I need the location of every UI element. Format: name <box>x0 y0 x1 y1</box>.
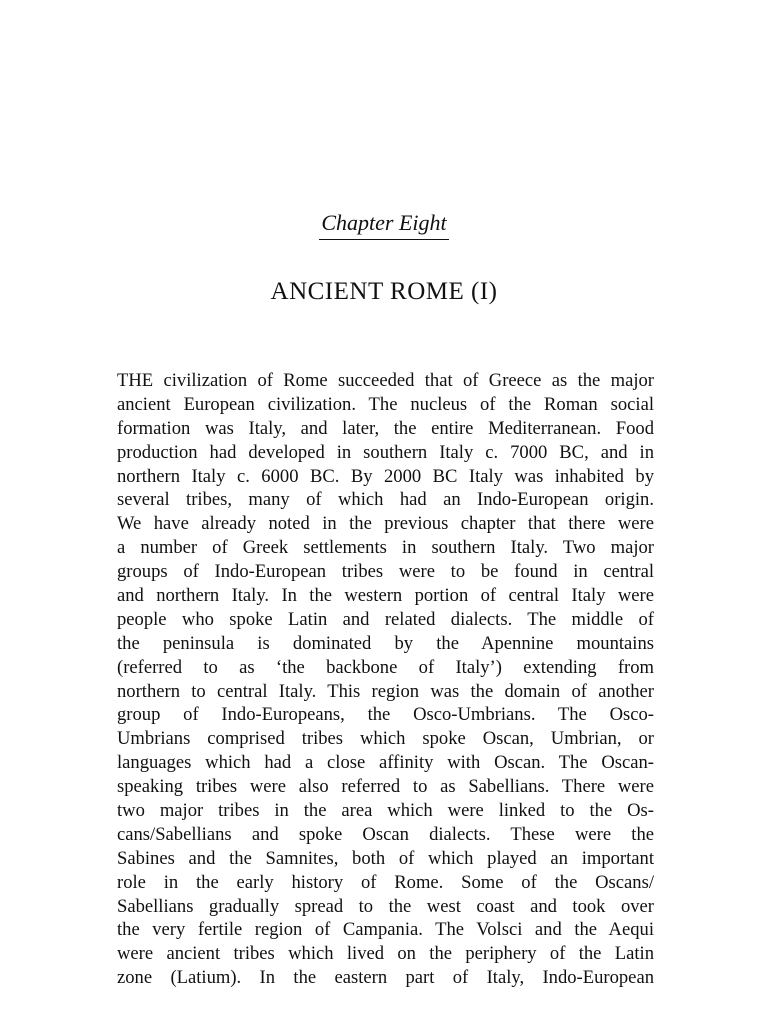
body-line: production had developed in southern Italy c. 7000 BC, and in <box>117 441 654 463</box>
body-line: (referred to as ‘the backbone of Italy’) extending from <box>117 656 654 678</box>
body-line: formation was Italy, and later, the entire Mediterranean. Food <box>117 417 654 439</box>
body-line: Umbrians comprised tribes which spoke Oscan, Umbrian, or <box>117 728 654 750</box>
body-line: languages which had a close affinity with Oscan. The Oscan- <box>117 752 654 774</box>
body-line: northern Italy c. 6000 BC. By 2000 BC Italy was inhabited by <box>117 465 654 487</box>
body-paragraph <box>117 369 654 990</box>
chapter-title: ANCIENT ROME (I) <box>270 278 498 305</box>
body-line: ancient European civilization. The nucleus of the Roman social <box>117 393 654 415</box>
body-line: THE civilization of Rome succeeded that of Greece as the major <box>117 370 654 391</box>
body-line: the very fertile region of Campania. The Volsci and the Aequi <box>117 919 654 941</box>
body-line: a number of Greek settlements in southern Italy. Two major <box>117 537 654 559</box>
body-line: and northern Italy. In the western portion of central Italy were <box>117 585 654 607</box>
chapter-label-text: Chapter Eight <box>319 210 448 240</box>
body-line: several tribes, many of which had an Indo-European origin. <box>117 489 654 511</box>
body-line: were ancient tribes which lived on the periphery of the Latin <box>117 943 654 965</box>
body-line: We have already noted in the previous chapter that there were <box>117 513 654 535</box>
body-line: role in the early history of Rome. Some of the Oscans/ <box>117 871 654 893</box>
body-line: zone (Latium). In the eastern part of Italy, Indo-European <box>117 967 654 989</box>
body-line: Sabellians gradually spread to the west coast and took over <box>117 895 654 917</box>
body-line: the peninsula is dominated by the Apennine mountains <box>117 632 654 654</box>
body-line: two major tribes in the area which were linked to the Os- <box>117 800 654 822</box>
chapter-label <box>0 210 768 240</box>
body-line: people who spoke Latin and related dialects. The middle of <box>117 608 654 630</box>
body-line: Sabines and the Samnites, both of which played an important <box>117 847 654 869</box>
body-line: northern to central Italy. This region was the domain of another <box>117 680 654 702</box>
body-line: speaking tribes were also referred to as Sabellians. There were <box>117 776 654 798</box>
body-line: cans/Sabellians and spoke Oscan dialects. These were the <box>117 823 654 845</box>
body-line: groups of Indo-European tribes were to be found in central <box>117 561 654 583</box>
body-line: group of Indo-Europeans, the Osco-Umbrians. The Osco- <box>117 704 654 726</box>
